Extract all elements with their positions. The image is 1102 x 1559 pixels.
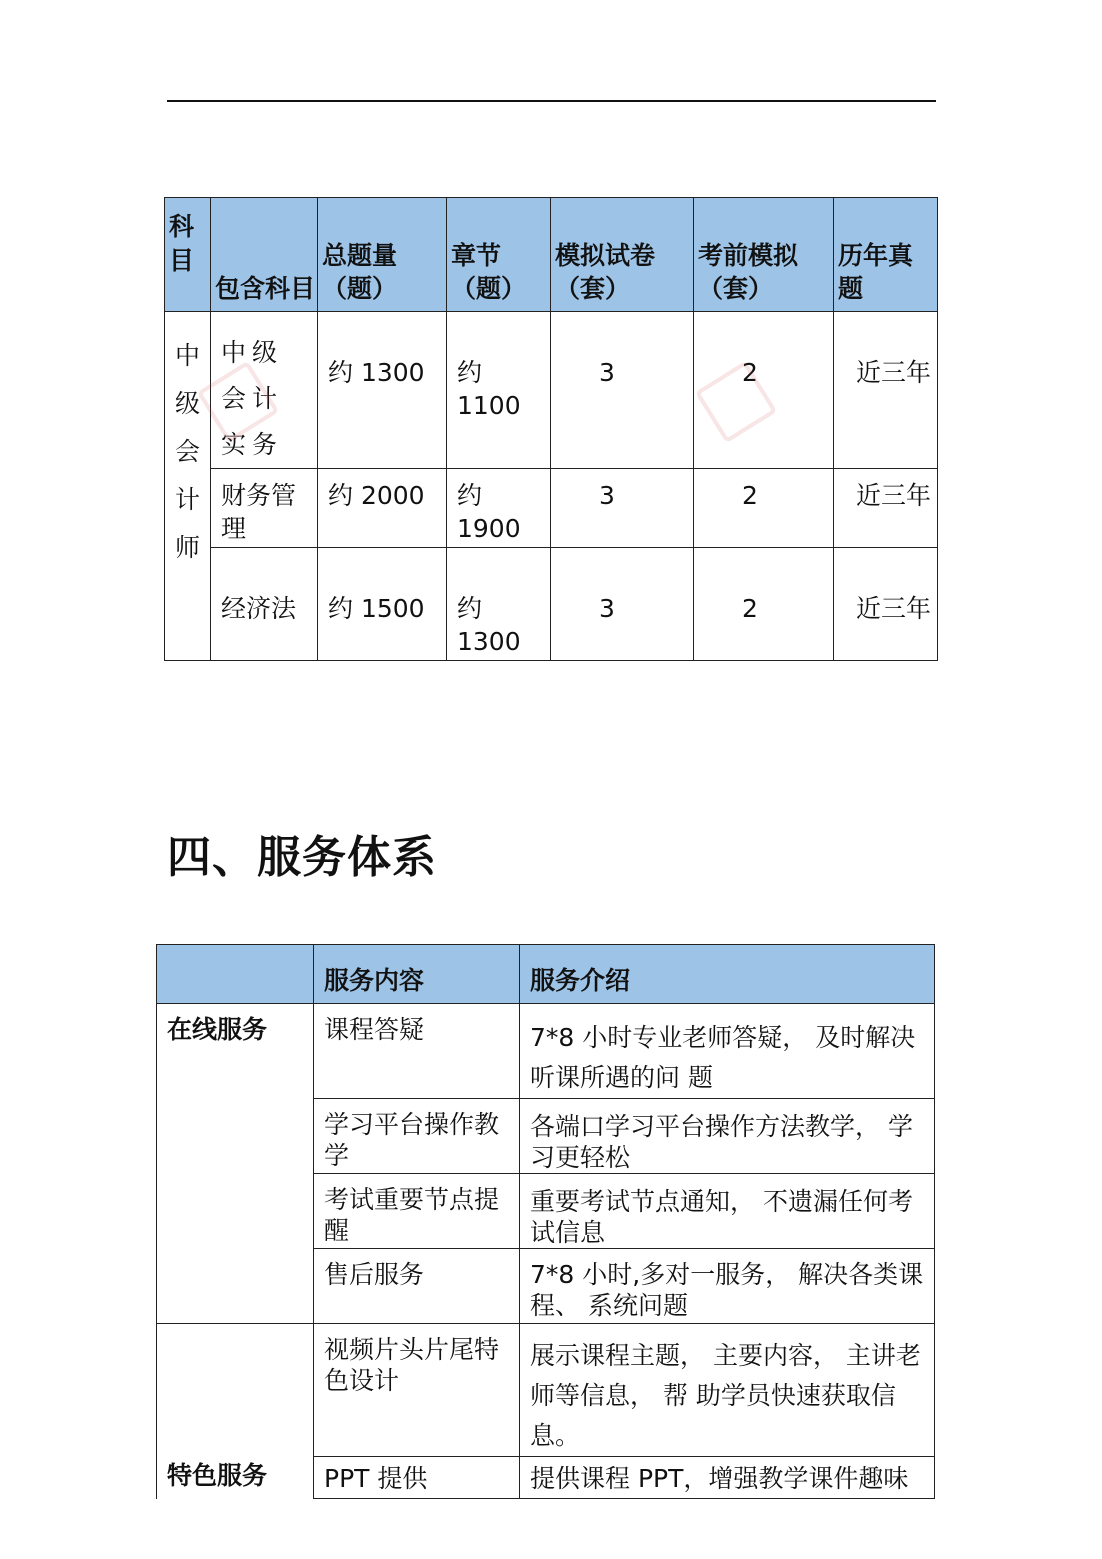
content-cell: 考试重要节点提醒 (314, 1174, 520, 1249)
table-header-row (165, 198, 938, 312)
intro-cell: 提供课程 PPT，增强教学课件趣味 (520, 1457, 935, 1499)
past-cell: 近三年 (834, 312, 938, 469)
intro-cell: 各端口学习平台操作方法教学， 学习更轻松 (520, 1099, 935, 1174)
col-header-content: 服务内容 (314, 945, 520, 1004)
chapter-cell: 约 1100 (447, 312, 551, 469)
col-header-category: 科目 (165, 198, 211, 312)
mock-cell: 3 (551, 312, 694, 469)
mock-cell: 3 (551, 469, 694, 548)
content-cell: PPT 提供 (314, 1457, 520, 1499)
content-cell: 学习平台操作教学 (314, 1099, 520, 1174)
table-row (165, 312, 938, 469)
header-rule (167, 100, 936, 102)
mock-cell: 3 (551, 548, 694, 661)
premock-cell: 2 (694, 469, 834, 548)
col-header-mock: 模拟试卷（套） (551, 198, 694, 312)
col-header-blank (157, 945, 314, 1004)
content-cell: 课程答疑 (314, 1004, 520, 1099)
col-header-intro: 服务介绍 (520, 945, 935, 1004)
intro-cell: 7*8 小时,多对一服务， 解决各类课程、 系统问题 (520, 1249, 935, 1324)
table-row (165, 548, 938, 661)
total-cell: 约 2000 (318, 469, 447, 548)
content-cell: 视频片头片尾特色设计 (314, 1324, 520, 1457)
col-header-total: 总题量（题） (318, 198, 447, 312)
table-row (157, 1324, 935, 1457)
category-cell: 在线服务 (157, 1004, 314, 1324)
category-cell: 特色服务 (157, 1324, 314, 1499)
intro-cell: 重要考试节点通知， 不遗漏任何考试信息 (520, 1174, 935, 1249)
premock-cell: 2 (694, 312, 834, 469)
past-cell: 近三年 (834, 548, 938, 661)
premock-cell: 2 (694, 548, 834, 661)
question-bank-table (164, 197, 938, 661)
content-cell: 售后服务 (314, 1249, 520, 1324)
chapter-cell: 约 1300 (447, 548, 551, 661)
category-cell: 中级会计师 (165, 312, 211, 661)
col-header-past: 历年真题 (834, 198, 938, 312)
subject-cell: 财务管理 (211, 469, 318, 548)
subject-cell: 经济法 (211, 548, 318, 661)
service-table (156, 944, 935, 1499)
total-cell: 约 1500 (318, 548, 447, 661)
col-header-chapter: 章节 （题） (447, 198, 551, 312)
table-row (157, 1004, 935, 1099)
table-row (165, 469, 938, 548)
col-header-premock: 考前模拟（套） (694, 198, 834, 312)
intro-cell: 展示课程主题， 主要内容， 主讲老师等信息， 帮 助学员快速获取信息。 (520, 1324, 935, 1457)
subject-cell: 中级会计实务 (211, 312, 318, 469)
col-header-subject: 包含科目 (211, 198, 318, 312)
section-title: 四、服务体系 (167, 832, 437, 883)
chapter-cell: 约 1900 (447, 469, 551, 548)
total-cell: 约 1300 (318, 312, 447, 469)
table-header-row (157, 945, 935, 1004)
intro-cell: 7*8 小时专业老师答疑， 及时解决听课所遇的问 题 (520, 1004, 935, 1099)
past-cell: 近三年 (834, 469, 938, 548)
